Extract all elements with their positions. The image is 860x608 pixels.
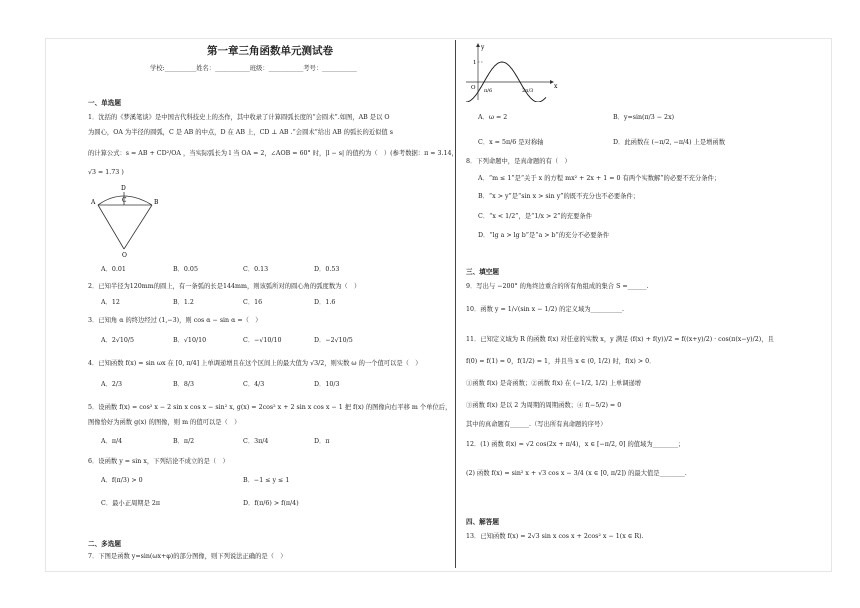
q1-line-1: 1．沈括的《梦溪笔谈》是中国古代科技史上的杰作，其中收录了计算圆弧长度的“会圆术”.如图，AB 是以 O [88, 114, 390, 121]
q8-option-a: A．“m ≤ 1”是“关于 x 的方程 mx² + 2x + 1 = 0 有两个实数解”的必要不充分条件； [478, 175, 721, 182]
q10-stem: 10．函数 y = 1/√(sin x − 1/2) 的定义域为__________. [466, 306, 625, 313]
q11-line-1: 11．已知定义域为 R 的函数 f(x) 对任意的实数 x，y 满足 (f(x) + f(y))/2 = f((x+y)/2) · cos(π(x−y)/2)，且 [466, 336, 774, 343]
q7-option-b: B．y=sin(π/3 − 2x) [613, 114, 675, 121]
q8-option-d: D．“lg a > lg b”是“a > b”的充分不必要条件 [478, 232, 610, 239]
q5-option-c: C．3π/4 [243, 438, 269, 445]
q7-option-d: D．此函数在 (−π/2, −π/4) 上是增函数 [613, 139, 726, 146]
q5-option-b: B．π/2 [173, 438, 195, 445]
q12-line-1: 12．(1) 函数 f(x) = √2 cos(2x + π/4)，x ∈ [−π/2, 0] 的值域为________； [466, 441, 685, 448]
fig-label-c: C [122, 197, 127, 204]
q6-stem: 6．设函数 y = sin x，下列结论不成立的是（ ） [88, 458, 229, 465]
q5-line-1: 5．设函数 f(x) = cos² x − 2 sin x cos x − sin² x, g(x) = 2cos² x + 2 sin x cos x − 1 把 f(x) 的图像向右平移 m 个单位后， [88, 404, 452, 411]
graph-y-label: y [481, 44, 485, 51]
q13-stem: 13．已知函数 f(x) = 2√3 sin x cos x + 2cos² x − 1(x ∈ R). [466, 533, 644, 540]
column-divider [455, 40, 456, 568]
q8-option-c: C．“x < 1/2”，是“1/x > 2”的充要条件 [478, 213, 592, 220]
fig-label-d: D [121, 185, 126, 192]
graph-tick-pi-6: π/6 [484, 88, 493, 94]
q1-option-c: C．0.13 [243, 266, 269, 273]
q6-option-b: B．−1 ≤ y ≤ 1 [243, 477, 290, 484]
q1-line-2: 为圆心，OA 为半径的圆弧，C 是 AB 的中点，D 在 AB 上，CD ⊥ AB .“会圆术”给出 AB 的弧长的近似值 s [88, 129, 393, 136]
q9-stem: 9．写出与 −200° 的角终边重合的所有角组成的集合 S =______. [466, 283, 649, 290]
graph-origin-label: O [471, 85, 476, 91]
q3-option-a: A．2√10/5 [101, 337, 135, 344]
q4-option-a: A．2/3 [101, 381, 122, 388]
section-multiple-choice: 二、多选题 [88, 540, 121, 548]
q11-line-2: f(0) = f(1) = 0，f(1/2) = 1，并且当 x ∈ (0, 1/2) 时，f(x) > 0． [466, 358, 656, 365]
q4-option-d: D．10/3 [314, 381, 340, 388]
q3-option-c: C．−√10/10 [243, 337, 282, 344]
q7-option-a: A．ω = 2 [478, 114, 508, 121]
graph-tick-2pi-3: 2π/3 [522, 88, 534, 94]
graph-one-label: 1 [473, 60, 477, 66]
q4-stem: 4．已知函数 f(x) = sin ωx 在 [0, π/4] 上单调递增且在这个区间上的最大值为 √3/2，则实数 ω 的一个值可以是（ ） [88, 360, 422, 367]
q1-line-4: √3 ≈ 1.73 ) [88, 169, 124, 176]
q2-option-b: B．1.2 [173, 299, 194, 306]
graph-x-label: x [554, 83, 558, 90]
q1-line-3: 的计算公式：s = AB + CD²/OA ，当实际弧长为 l 当 OA = 2，∠AOB = 60° 时，|l − s| 的值约为（ ）(参考数据：π ≈ 3.14， [88, 150, 458, 157]
q2-option-a: A．12 [101, 299, 120, 306]
section-answer: 四、解答题 [466, 518, 499, 526]
q2-stem: 2．已知半径为120mm的圆上，有一条弧的长是144mm，则该弧所对的圆心角的弧度数为（ ） [88, 283, 361, 290]
q6-option-d: D．f(π/6) > f(π/4) [243, 500, 299, 507]
student-info-line: 学校:__________姓名：___________班级：___________考号：___________ [150, 65, 357, 72]
q3-stem: 3．已知角 α 的终边经过 (1,−3)，则 cos α − sin α =（ ） [88, 317, 262, 324]
q5-option-a: A．π/4 [101, 438, 123, 445]
q4-option-c: C．4/3 [243, 381, 265, 388]
q1-option-d: D．0.53 [314, 266, 340, 273]
q1-option-a: A．0.01 [101, 266, 126, 273]
page-title: 第一章三角函数单元测试卷 [207, 45, 333, 57]
q8-stem: 8．下列命题中，是真命题的有（ ） [466, 158, 571, 165]
q8-option-b: B．“x > y”是“sin x > sin y”的既不充分也不必要条件； [478, 193, 640, 200]
q4-option-b: B．8/3 [173, 381, 195, 388]
q7-option-c: C．x = 5π/6 是对称轴 [478, 139, 544, 146]
q3-option-b: B．√10/10 [173, 337, 207, 344]
fig-label-b: B [154, 199, 159, 206]
section-single-choice: 一、单选题 [88, 99, 121, 107]
q2-option-c: C．16 [243, 299, 263, 306]
q12-line-2: (2) 函数 f(x) = sin² x + √3 cos x − 3/4 (x ∈ [0, π/2]) 的最大值是________. [466, 470, 687, 477]
q7-stem: 7．下图是函数 y=sin(ωx+φ)的部分图像，则下列说法正确的是（ ） [88, 553, 287, 560]
section-fill-blank: 三、填空题 [466, 268, 499, 276]
fig-label-o: O [122, 252, 127, 259]
q1-arc-figure [86, 183, 166, 259]
q6-option-a: A．f(π/3) > 0 [101, 477, 143, 484]
q11-line-3: ①函数 f(x) 是奇函数；②函数 f(x) 在 (−1/2, 1/2) 上单调递增 [466, 380, 642, 387]
fig-label-a: A [91, 199, 96, 206]
q7-sine-graph [462, 42, 562, 102]
q3-option-d: D．−2√10/5 [314, 337, 353, 344]
q11-line-5: 其中的真命题有______.（写出所有真命题的序号） [466, 421, 607, 428]
q11-line-4: ③函数 f(x) 是以 2 为周期的周期函数；④ f(−5/2) = 0 [466, 402, 622, 409]
q1-option-b: B．0.05 [173, 266, 198, 273]
q6-option-c: C．最小正周期是 2π [101, 500, 161, 507]
q5-option-d: D．π [314, 438, 330, 445]
q2-option-d: D．1.6 [314, 299, 336, 306]
q5-line-2: 图像恰好为函数 g(x) 的图像，则 m 的值可以是（ ） [88, 419, 241, 426]
